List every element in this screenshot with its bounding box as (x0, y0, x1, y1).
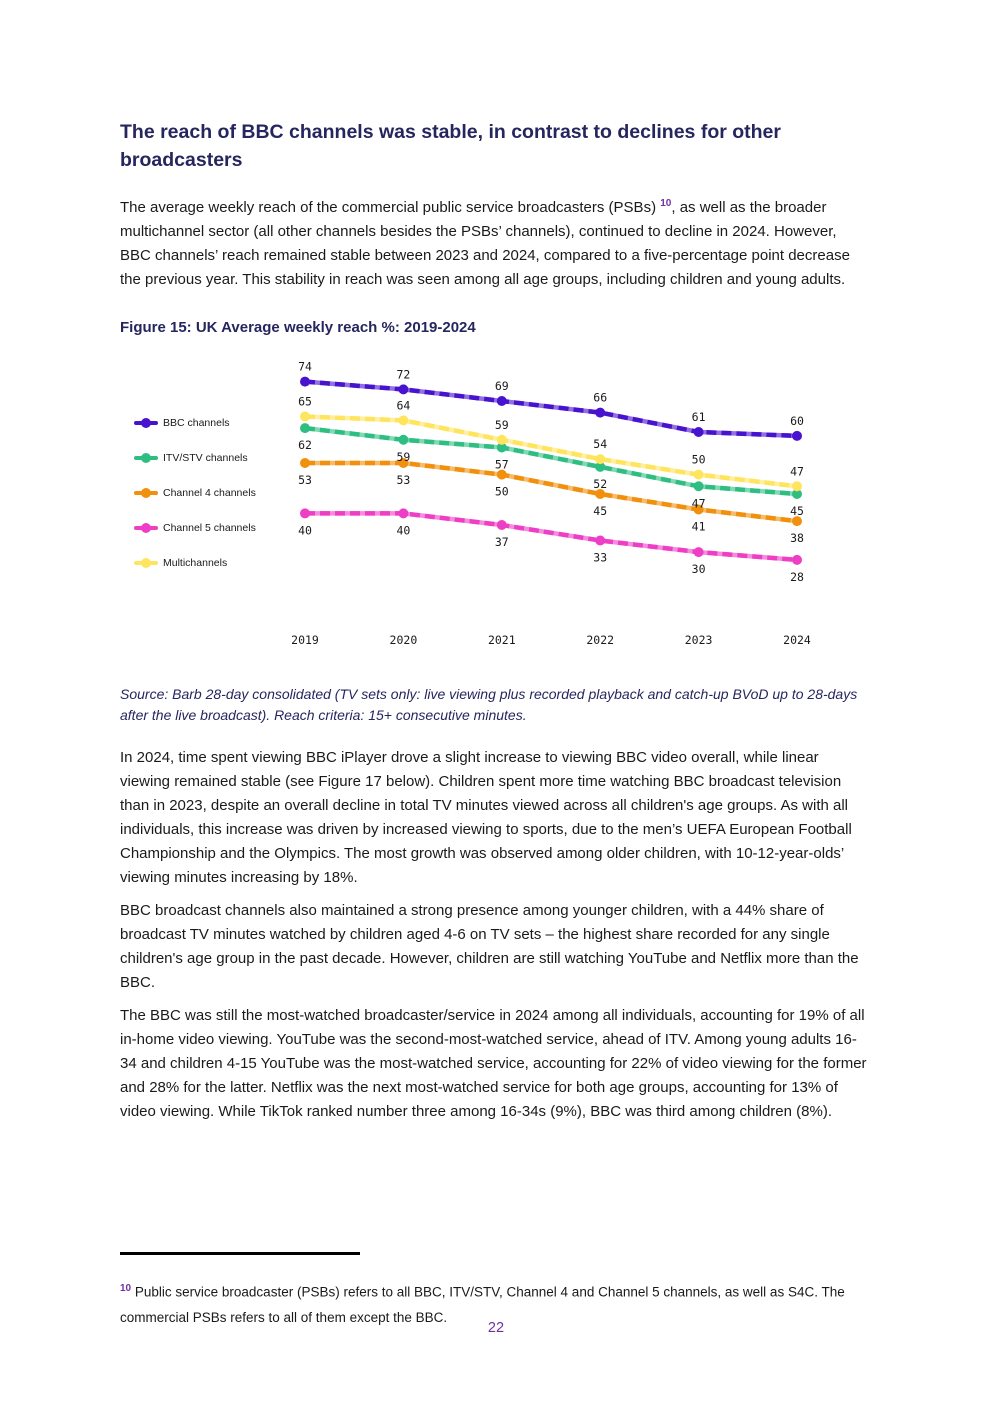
figure-15-chart (120, 352, 870, 670)
data-label-bbc-channels: 61 (691, 410, 706, 425)
footnote-number: 10 (120, 1283, 132, 1294)
data-point-multichannels-2021 (497, 435, 507, 445)
data-point-multichannels-2020 (398, 415, 408, 425)
data-point-multichannels-2024 (792, 481, 802, 491)
data-point-channel-5-channels-2019 (300, 508, 310, 518)
data-point-channel-4-channels-2019 (300, 458, 310, 468)
data-label-bbc-channels: 69 (494, 379, 509, 394)
data-label-multichannels: 54 (593, 437, 608, 452)
data-point-itv-stv-channels-2020 (398, 435, 408, 445)
x-axis-label-2020: 2020 (389, 633, 418, 647)
data-point-bbc-channels-2022 (595, 408, 605, 418)
data-label-itv-stv-channels: 47 (691, 496, 706, 511)
data-point-channel-5-channels-2022 (595, 536, 605, 546)
x-axis-label-2023: 2023 (684, 633, 713, 647)
legend-label: Channel 5 channels (163, 521, 256, 534)
page-number: 22 (487, 1320, 505, 1336)
data-label-itv-stv-channels: 45 (790, 504, 804, 519)
x-axis-label-2019: 2019 (291, 633, 319, 647)
data-label-multichannels: 59 (494, 417, 509, 432)
data-point-channel-5-channels-2021 (497, 520, 507, 530)
data-label-channel-4-channels: 53 (396, 473, 411, 488)
data-label-channel-5-channels: 33 (593, 550, 608, 565)
x-axis-label-2024: 2024 (783, 633, 811, 647)
x-axis-label-2021: 2021 (487, 633, 516, 647)
legend-marker-icon (134, 487, 158, 498)
data-label-channel-4-channels: 41 (691, 519, 706, 534)
data-label-bbc-channels: 74 (298, 359, 312, 374)
data-point-channel-5-channels-2020 (398, 508, 408, 518)
legend-label: Multichannels (163, 556, 228, 569)
data-point-itv-stv-channels-2023 (694, 481, 704, 491)
data-label-itv-stv-channels: 59 (396, 449, 411, 464)
data-label-channel-5-channels: 30 (691, 562, 706, 577)
data-label-multichannels: 47 (790, 464, 804, 479)
legend-marker-icon (134, 522, 158, 533)
data-point-bbc-channels-2021 (497, 396, 507, 406)
data-label-bbc-channels: 60 (790, 413, 804, 428)
data-label-channel-5-channels: 28 (790, 569, 804, 584)
data-label-itv-stv-channels: 52 (593, 476, 608, 491)
chart-plot-area (250, 352, 870, 662)
body-paragraph-1: In 2024, time spent viewing BBC iPlayer drove a slight increase to viewing BBC video overall, while linear viewing remained stable (see Figure 17 below). Children spent more time watching BBC broadcast television than in 2023, despite an overall decline in total TV minutes viewed across all children's age groups. As with all individuals, this increase was driven by increased viewing to sports, due to the men’s UEFA European Football Championship and the Olympics. The most growth was observed among older children, with 10-12-year-olds’ viewing minutes increasing by 18%. (120, 749, 852, 886)
data-point-bbc-channels-2019 (300, 377, 310, 387)
body-paragraph-2: BBC broadcast channels also maintained a strong presence among younger children, with a 44% share of broadcast TV minutes watched by children aged 4-6 on TV sets – the highest share recorded for any single children's age group in the past decade. However, children are still watching YouTube and Netflix more than the BBC. (120, 902, 859, 991)
legend-item-itv-stv-channels (134, 447, 256, 468)
data-label-channel-4-channels: 45 (593, 504, 608, 519)
data-label-bbc-channels: 72 (396, 367, 411, 382)
data-label-channel-4-channels: 38 (790, 531, 804, 546)
data-label-itv-stv-channels: 62 (298, 438, 312, 453)
data-point-channel-5-channels-2023 (694, 547, 704, 557)
chart-legend (134, 412, 256, 587)
legend-marker-icon (134, 417, 158, 428)
series-line-bbc-channels (305, 382, 797, 436)
legend-item-channel-5-channels (134, 517, 256, 538)
data-point-itv-stv-channels-2019 (300, 423, 310, 433)
footnote-text: Public service broadcaster (PSBs) refers to all BBC, ITV/STV, Channel 4 and Channel 5 channels, as well as S4C. The commercial PSBs refers to all of them except the BBC. (120, 1284, 845, 1325)
data-label-channel-5-channels: 40 (298, 523, 312, 538)
body-paragraph-3: The BBC was still the most-watched broadcaster/service in 2024 among all individuals, accounting for 19% of all in-home video viewing. YouTube was the second-most-watched service, ahead of ITV. Among young adults 16-34 and children 4-15 YouTube was the most-watched service, accounting for 22% of video viewing for the former and 28% for the latter. Netflix was the next most-watched service for both age groups, accounting for 13% of video viewing. While TikTok ranked number three among 16-34s (9%), BBC was third among children (8%). (120, 1007, 867, 1120)
intro-text-start: The average weekly reach of the commercial public service broadcasters (PSBs) (120, 199, 661, 216)
series-line-channel-5-channels (305, 513, 797, 560)
legend-label: ITV/STV channels (163, 451, 248, 464)
x-axis-label-2022: 2022 (586, 633, 615, 647)
data-label-multichannels: 64 (396, 398, 411, 413)
data-point-multichannels-2019 (300, 412, 310, 422)
intro-text-end: , as well as the broader multichannel sector (all other channels besides the PSBs’ channels), continued to decline in 2024. However, BBC channels’ reach remained stable between 2023 and 2024, compared to a five-percentage point decrease the previous year. This stability in reach was seen among all age groups, including children and young adults. (120, 199, 850, 288)
legend-label: BBC channels (163, 416, 230, 429)
figure-title: Figure 15: UK Average weekly reach %: 2019-2024 (120, 319, 476, 336)
footnote-separator (120, 1252, 360, 1255)
series-line-multichannels (305, 417, 797, 487)
data-label-channel-5-channels: 37 (494, 535, 509, 550)
legend-label: Channel 4 channels (163, 486, 256, 499)
legend-marker-icon (134, 452, 158, 463)
data-point-bbc-channels-2024 (792, 431, 802, 441)
footnote-reference[interactable]: 10 (660, 198, 672, 209)
data-point-bbc-channels-2020 (398, 384, 408, 394)
data-label-itv-stv-channels: 57 (494, 457, 509, 472)
data-point-channel-5-channels-2024 (792, 555, 802, 565)
source-note: Source: Barb 28-day consolidated (TV sets only: live viewing plus recorded playback and catch-up BVoD up to 28-days after the live broadcast). Reach criteria: 15+ consecutive minutes. (120, 686, 858, 723)
data-label-channel-4-channels: 53 (298, 473, 312, 488)
page-title: The reach of BBC channels was stable, in contrast to declines for other broadcasters (120, 121, 781, 171)
data-point-multichannels-2022 (595, 454, 605, 464)
data-label-channel-4-channels: 50 (494, 484, 509, 499)
data-point-bbc-channels-2023 (694, 427, 704, 437)
data-label-multichannels: 65 (298, 394, 312, 409)
data-label-bbc-channels: 66 (593, 390, 608, 405)
data-label-multichannels: 50 (691, 452, 706, 467)
data-point-multichannels-2023 (694, 470, 704, 480)
legend-item-bbc-channels (134, 412, 256, 433)
legend-marker-icon (134, 557, 158, 568)
intro-paragraph (120, 192, 870, 292)
legend-item-channel-4-channels (134, 482, 256, 503)
legend-item-multichannels (134, 552, 256, 573)
data-label-channel-5-channels: 40 (396, 523, 411, 538)
